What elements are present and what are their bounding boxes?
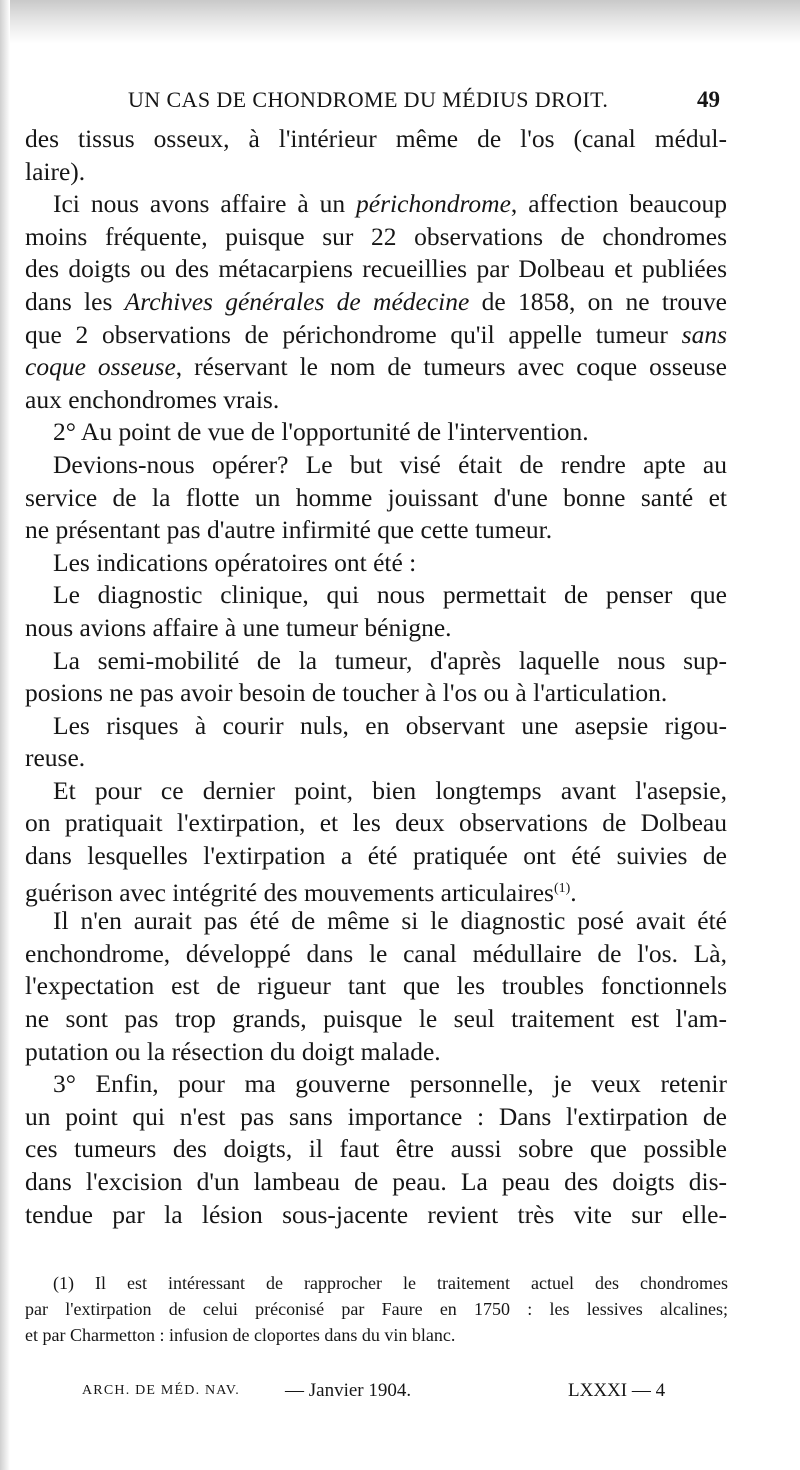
text-run: Et pour ce dernier point, bien longtemps avant l'asepsie, [53, 775, 727, 805]
text-line [25, 1133, 727, 1166]
footnotes [25, 1270, 728, 1348]
text-run: laire). [25, 156, 86, 186]
footnote-line [25, 1322, 728, 1348]
text-line [25, 840, 727, 873]
text-line [25, 319, 727, 352]
issue-date: — Janvier 1904. [285, 1380, 412, 1401]
text-line [25, 188, 727, 221]
running-title: UN CAS DE CHONDROME DU MÉDIUS DROIT. [128, 87, 609, 112]
text-run: dans lesquelles l'extirpation a été pratiquée ont été suivies de [25, 841, 727, 871]
text-run: ces tumeurs des doigts, il faut être aussi sobre que possible [25, 1134, 727, 1164]
printer-signature: LXXXI — 4 [568, 1380, 666, 1401]
text-line [25, 612, 727, 645]
text-line [25, 1199, 727, 1232]
footnote-reference: (1) [553, 880, 571, 896]
text-run: dans l'excision d'un lambeau de peau. La peau des doigts dis- [25, 1167, 727, 1196]
text-run: 2° Au point de vue de l'opportunité de l'intervention. [53, 417, 589, 447]
text-run: Le diagnostic clinique, qui nous permettait de penser que [53, 580, 727, 610]
italic-run: Archives générales de médecine [124, 286, 470, 316]
page-footer [0, 1376, 800, 1406]
text-run: 3° Enfin, pour ma gouverne personnelle, je veux retenir [53, 1069, 727, 1099]
text-run: Il n'en aurait pas été de même si le diagnostic posé avait été [53, 906, 727, 936]
text-line [25, 807, 727, 840]
italic-run: sans [681, 319, 727, 349]
text-line [25, 514, 727, 547]
scan-shadow-top [0, 0, 800, 44]
text-run: par l'extirpation de celui préconisé par Faure en 1750 : les lessives alcalines; [25, 1299, 728, 1319]
text-line [25, 384, 727, 417]
text-run: , affection beaucoup [510, 189, 727, 219]
text-run: tendue par la lésion sous-jacente revient très vite sur elle- [25, 1199, 727, 1229]
text-line [25, 1068, 727, 1101]
text-run: et par Charmetton : infusion de cloportes dans du vin blanc. [25, 1325, 456, 1345]
text-line [25, 710, 727, 743]
text-run: Ici nous avons affaire à un [53, 189, 357, 219]
italic-run: coque osseuse [25, 352, 176, 382]
text-line [25, 970, 727, 1003]
text-line [25, 742, 727, 775]
text-run: reuse. [25, 743, 86, 773]
text-run: ne sont pas trop grands, puisque le seul traitement est l'am- [25, 1004, 727, 1034]
text-line [25, 677, 727, 710]
text-run: . [570, 877, 577, 907]
text-run: l'expectation est de rigueur tant que les troubles fonctionnels [25, 971, 727, 1001]
text-run: Devions-nous opérer? Le but visé était de rendre apte au [53, 449, 727, 479]
text-line [25, 123, 727, 156]
text-run: posions ne pas avoir besoin de toucher à l'os ou à l'articulation. [25, 678, 668, 708]
italic-run: périchondrome [356, 189, 511, 219]
text-line [25, 1036, 727, 1069]
text-run: nous avions affaire à une tumeur bénigne. [25, 612, 452, 642]
text-run: Les indications opératoires ont été : [53, 547, 417, 577]
text-run: un point qui n'est pas sans importance : Dans l'extirpation de [25, 1101, 727, 1131]
article-body [25, 123, 727, 1231]
text-line [25, 253, 727, 286]
text-line [25, 547, 727, 580]
text-run: service de la flotte un homme jouissant d'une bonne santé et [25, 482, 727, 512]
text-line [25, 416, 727, 449]
text-run: enchondrome, développé dans le canal médullaire de l'os. Là, [25, 938, 727, 968]
text-line [25, 873, 727, 906]
text-line [25, 579, 727, 612]
text-line [25, 938, 727, 971]
text-line [25, 905, 727, 938]
page-number: 49 [697, 87, 720, 112]
page-header [0, 84, 800, 116]
text-line [25, 286, 727, 319]
text-run: dans les [25, 286, 125, 316]
text-run: (1) Il est intéressant de rapprocher le traitement actuel des chondromes [53, 1273, 728, 1293]
journal-abbreviation: ARCH. DE MÉD. NAV. [82, 1383, 240, 1398]
text-run: Les risques à courir nuls, en observant une asepsie rigou- [53, 710, 727, 740]
text-line [25, 482, 727, 515]
text-run: des tissus osseux, à l'intérieur même de l'os (canal médul- [25, 124, 727, 153]
text-run: ne présentant pas d'autre infirmité que cette tumeur. [25, 515, 553, 545]
text-line [25, 449, 727, 482]
text-run: guérison avec intégrité des mouvements articulaires [25, 877, 554, 907]
scan-shadow-left [0, 0, 10, 1470]
text-run: putation ou la résection du doigt malade. [25, 1036, 441, 1066]
text-line [25, 156, 727, 189]
footnote-line [25, 1296, 728, 1322]
footnote-line [25, 1270, 728, 1296]
text-run: , réservant le nom de tumeurs avec coque osseuse [175, 352, 728, 382]
text-run: on pratiquait l'extirpation, et les deux observations de Dolbeau [25, 808, 727, 838]
text-line [25, 1003, 727, 1036]
text-line [25, 645, 727, 678]
text-run: aux enchondromes vrais. [25, 384, 280, 414]
text-line [25, 775, 727, 808]
text-line [25, 221, 727, 254]
text-run: La semi-mobilité de la tumeur, d'après laquelle nous sup- [53, 645, 727, 675]
text-run: que 2 observations de périchondrome qu'il appelle tumeur [25, 319, 682, 349]
text-run: moins fréquente, puisque sur 22 observations de chondromes [25, 221, 727, 251]
text-line [25, 1166, 727, 1199]
text-line [25, 351, 727, 384]
text-run: de 1858, on ne trouve [469, 286, 727, 316]
text-run: des doigts ou des métacarpiens recueillies par Dolbeau et publiées [25, 254, 727, 284]
text-line [25, 1101, 727, 1134]
